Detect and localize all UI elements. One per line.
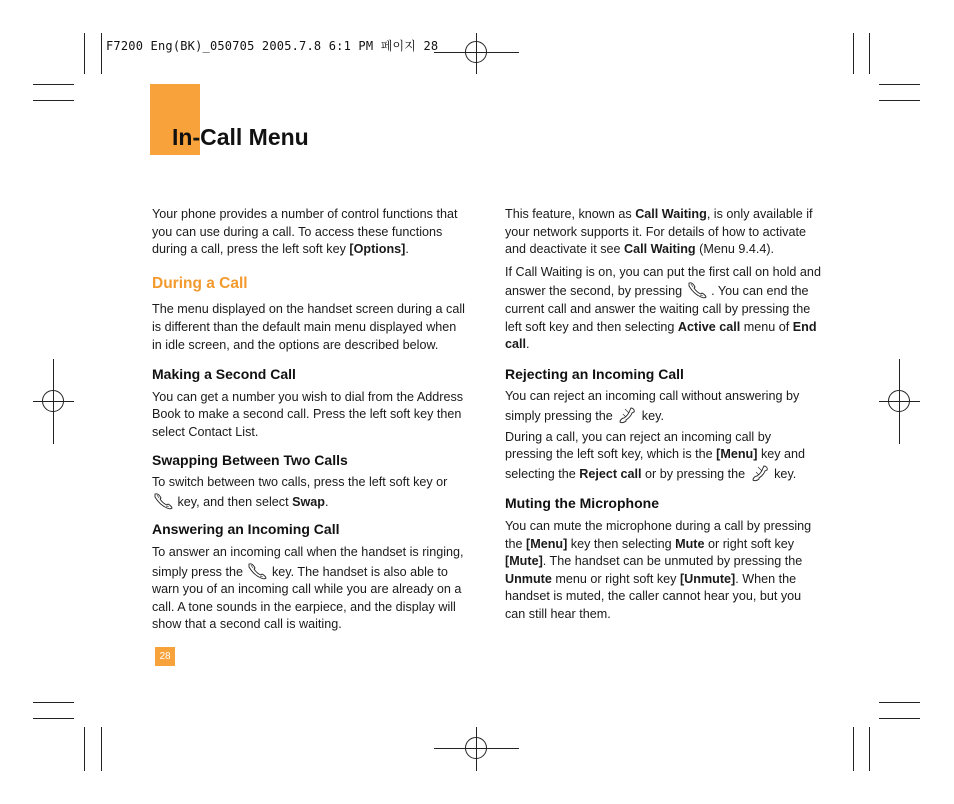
right-column — [505, 206, 821, 623]
second-call-text: You can get a number you wish to dial from the Address Book to make a second call. Press the left soft key then select Contact List. — [152, 389, 464, 439]
second-call-heading: Making a Second Call — [152, 366, 296, 383]
reject-call-text-2: During a call, you can reject an incoming call by pressing the left soft key, which is the [Menu] key and selecting the Reject call or by pressing the key. — [505, 429, 806, 481]
end-key-icon — [616, 406, 638, 424]
mute-heading: Muting the Microphone — [505, 495, 659, 512]
page-number-badge: 28 — [155, 647, 175, 666]
answer-call-heading: Answering an Incoming Call — [152, 521, 340, 538]
reject-call-heading: Rejecting an Incoming Call — [505, 365, 684, 382]
mute-text: You can mute the microphone during a call by pressing the [Menu] key then selecting Mute or right soft key [Mute]. The handset can be unmuted by pressing the Unmute menu or right soft key [Unmute]. When the handset is muted, the caller cannot hear you, but you can still hear them. — [505, 518, 812, 621]
call-waiting-paragraph: This feature, known as Call Waiting, is only available if your network supports it. For details of how to activate and deactivate it see Call Waiting (Menu 9.4.4). — [505, 207, 813, 257]
swap-calls-text: To switch between two calls, press the left soft key or key, and then select Swap. — [152, 475, 448, 509]
reject-call-text-1: You can reject an incoming call without answering by simply pressing the key. — [505, 389, 800, 423]
send-key-icon — [152, 492, 174, 510]
left-column — [152, 206, 468, 634]
during-call-heading: During a Call — [152, 274, 248, 292]
swap-calls-heading: Swapping Between Two Calls — [152, 451, 348, 468]
send-key-icon — [686, 281, 708, 299]
answer-call-text: To answer an incoming call when the handset is ringing, simply press the key. The handset is also able to warn you of an incoming call while you are already on a call. A tone sounds in the earpiece, and the display will show that a second call is waiting. — [152, 544, 464, 632]
hold-paragraph: If Call Waiting is on, you can put the first call on hold and answer the second, by pressing . You can end the current call and answer the waiting call by pressing the left soft key and then selecting Active call menu of End call. — [505, 264, 821, 352]
intro-paragraph: Your phone provides a number of control functions that you can use during a call. To access these functions during a call, press the left soft key [Options]. — [152, 207, 458, 257]
end-key-icon — [749, 464, 771, 482]
during-call-text: The menu displayed on the handset screen during a call is different than the default main menu displayed when in idle screen, and the options are described below. — [152, 302, 465, 352]
print-slug: F7200 Eng(BK)_050705 2005.7.8 6:1 PM 페이지 28 — [106, 39, 439, 53]
page-title: In-Call Menu — [172, 124, 309, 150]
send-key-icon — [246, 562, 268, 580]
